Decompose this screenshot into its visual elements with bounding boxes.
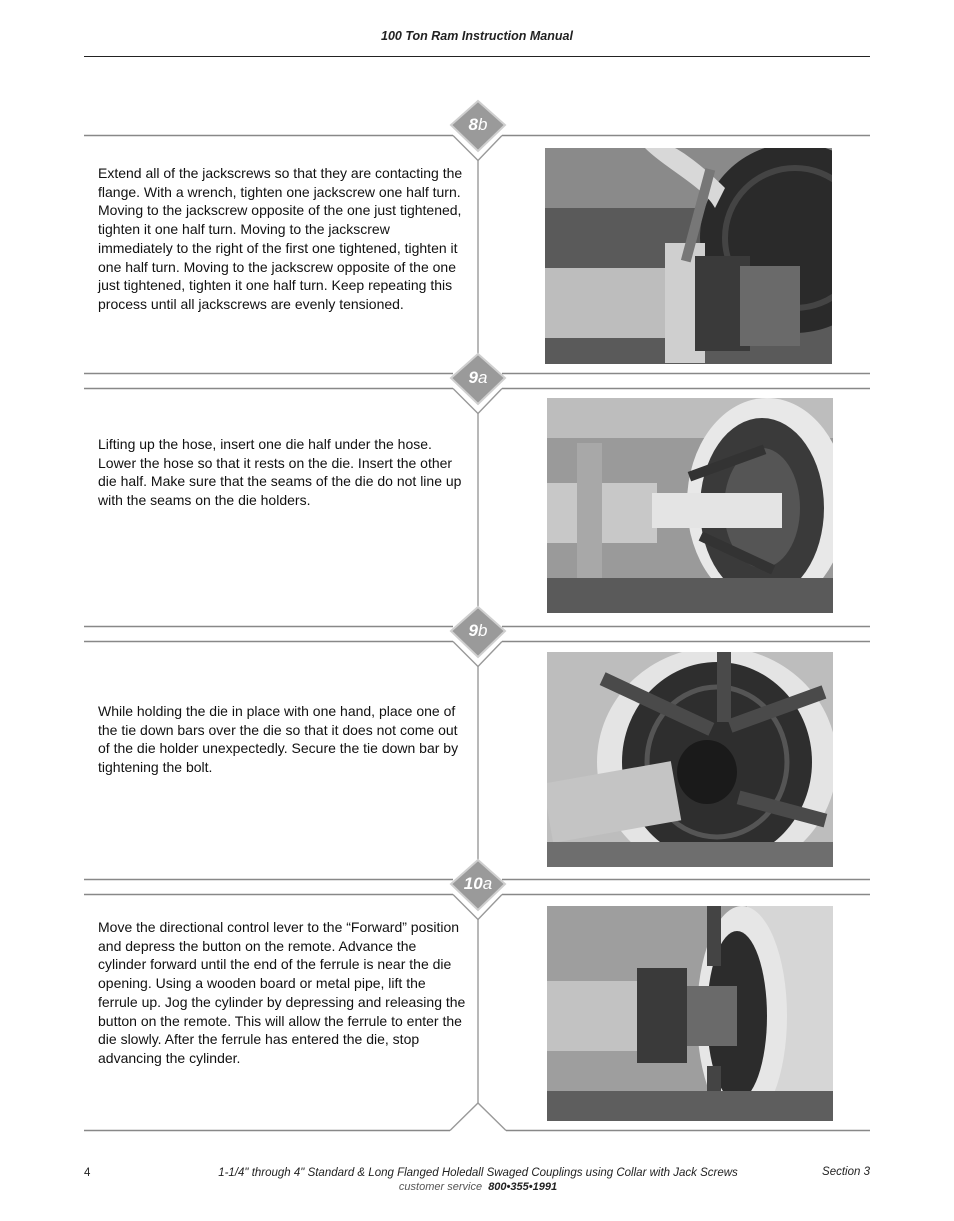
jackscrew-wrench-photo: [545, 148, 832, 364]
die-insert-photo: [547, 398, 833, 613]
manual-title: 100 Ton Ram Instruction Manual: [381, 29, 573, 43]
service-label: customer service: [398, 1181, 483, 1193]
step-badge: 8b: [468, 115, 488, 134]
section-label: Section 3: [822, 1166, 870, 1178]
step-instructions: Move the directional control lever to the “Forward” position and depress the button on the remote. Advance the cylinder forward until the end of the ferrule is near the die opening. Using a wooden board or metal pipe, lift the ferrule up. Jog the cylinder by depressing and releasing the button on the remote. This will allow the ferrule to enter the die slowly. After the ferrule has entered the die, stop advancing the cylinder.: [98, 919, 466, 1066]
customer-service: [178, 1181, 778, 1193]
document-title: 1-1/4" through 4" Standard & Long Flanged Holedall Swaged Couplings using Collar with Jack Screws: [218, 1167, 738, 1179]
ferrule-entering-die-photo: [547, 906, 833, 1121]
step-10a: [84, 859, 870, 1139]
step-badge: 10a: [463, 874, 493, 893]
step-9a: [84, 353, 870, 633]
step-8b: [84, 100, 870, 380]
header-rule: [84, 56, 870, 57]
step-instructions: Extend all of the jackscrews so that they are contacting the flange. With a wrench, tighten one jackscrew one half turn. Moving to the jackscrew opposite of the one just tightened, tighten it one half turn. Moving to the jackscrew immediately to the right of the first one tightened, tighten it one half turn. Moving to the jackscrew opposite of the one just tightened, tighten it one half turn. Keep repeating this process until all jackscrews are evenly tensioned.: [98, 165, 463, 312]
step-badge: 9b: [468, 621, 488, 640]
service-phone: 800•355•1991: [488, 1181, 558, 1193]
step-instructions: While holding the die in place with one hand, place one of the tie down bars over the die so that it does not come out of the die holder unexpectedly. Secure the tie down bar by tightening the bolt.: [98, 703, 459, 776]
page-number: 4: [84, 1167, 91, 1179]
step-instructions: Lifting up the hose, insert one die half under the hose. Lower the hose so that it rests on the die. Insert the other die half. Make sure that the seams of the die do not line up with the seams on the die holders.: [98, 436, 462, 509]
step-9b: [84, 606, 870, 886]
tie-down-bar-photo: [547, 652, 833, 867]
step-badge: 9a: [468, 368, 488, 387]
